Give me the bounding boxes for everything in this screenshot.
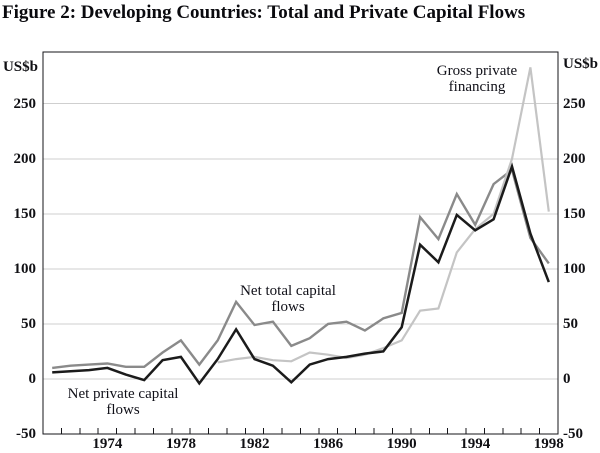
y-axis-tick-label-left: 50 bbox=[21, 315, 36, 332]
x-axis-tick-label: 1990 bbox=[386, 436, 417, 452]
y-axis-tick-label-right: -50 bbox=[563, 426, 583, 442]
plot-border bbox=[43, 52, 558, 434]
chart-title: Figure 2: Developing Countries: Total and Private Capital Flows bbox=[2, 2, 526, 23]
y-axis-tick-label-right: 150 bbox=[563, 205, 586, 222]
y-axis-tick-label-right: 200 bbox=[563, 150, 586, 167]
x-axis-tick-label: 1986 bbox=[313, 436, 344, 452]
y-axis-unit-left: US$b bbox=[2, 59, 38, 75]
series-label-line: Gross private bbox=[436, 63, 518, 79]
series-label-line: flows bbox=[106, 401, 140, 418]
y-axis-tick-label-right: 50 bbox=[563, 315, 578, 332]
series-label-line: flows bbox=[271, 298, 305, 315]
series-label-line: Net total capital bbox=[240, 283, 336, 299]
x-axis-tick-label: 1974 bbox=[92, 436, 123, 452]
y-axis-unit-right: US$b bbox=[563, 56, 599, 72]
x-axis-tick-label: 1994 bbox=[460, 436, 491, 452]
series-label-net-private-capital-flows bbox=[28, 387, 218, 418]
y-axis-tick-label-left: 100 bbox=[13, 260, 36, 277]
x-axis-tick-label: 1998 bbox=[533, 436, 564, 452]
y-axis-tick-label-left: 250 bbox=[13, 95, 36, 112]
series-label-gross-private-financing bbox=[382, 64, 572, 95]
series-label-net-total-capital-flows bbox=[193, 284, 383, 315]
y-axis-tick-label-right: 250 bbox=[563, 95, 586, 112]
x-axis-tick-label: 1982 bbox=[239, 436, 270, 452]
y-axis-tick-label-right: 0 bbox=[563, 370, 571, 387]
series-label-line: Net private capital bbox=[67, 386, 179, 402]
y-axis-tick-label-left: 200 bbox=[13, 150, 36, 167]
x-axis-tick-label: 1978 bbox=[165, 436, 196, 452]
series-label-line: financing bbox=[448, 78, 506, 95]
y-axis-tick-label-right: 100 bbox=[563, 260, 586, 277]
y-axis-tick-label-left: 150 bbox=[13, 205, 36, 222]
series-line-net-private-capital-flows bbox=[52, 167, 549, 384]
y-axis-tick-label-left: 0 bbox=[28, 370, 36, 387]
y-axis-tick-label-left: -50 bbox=[16, 426, 36, 442]
